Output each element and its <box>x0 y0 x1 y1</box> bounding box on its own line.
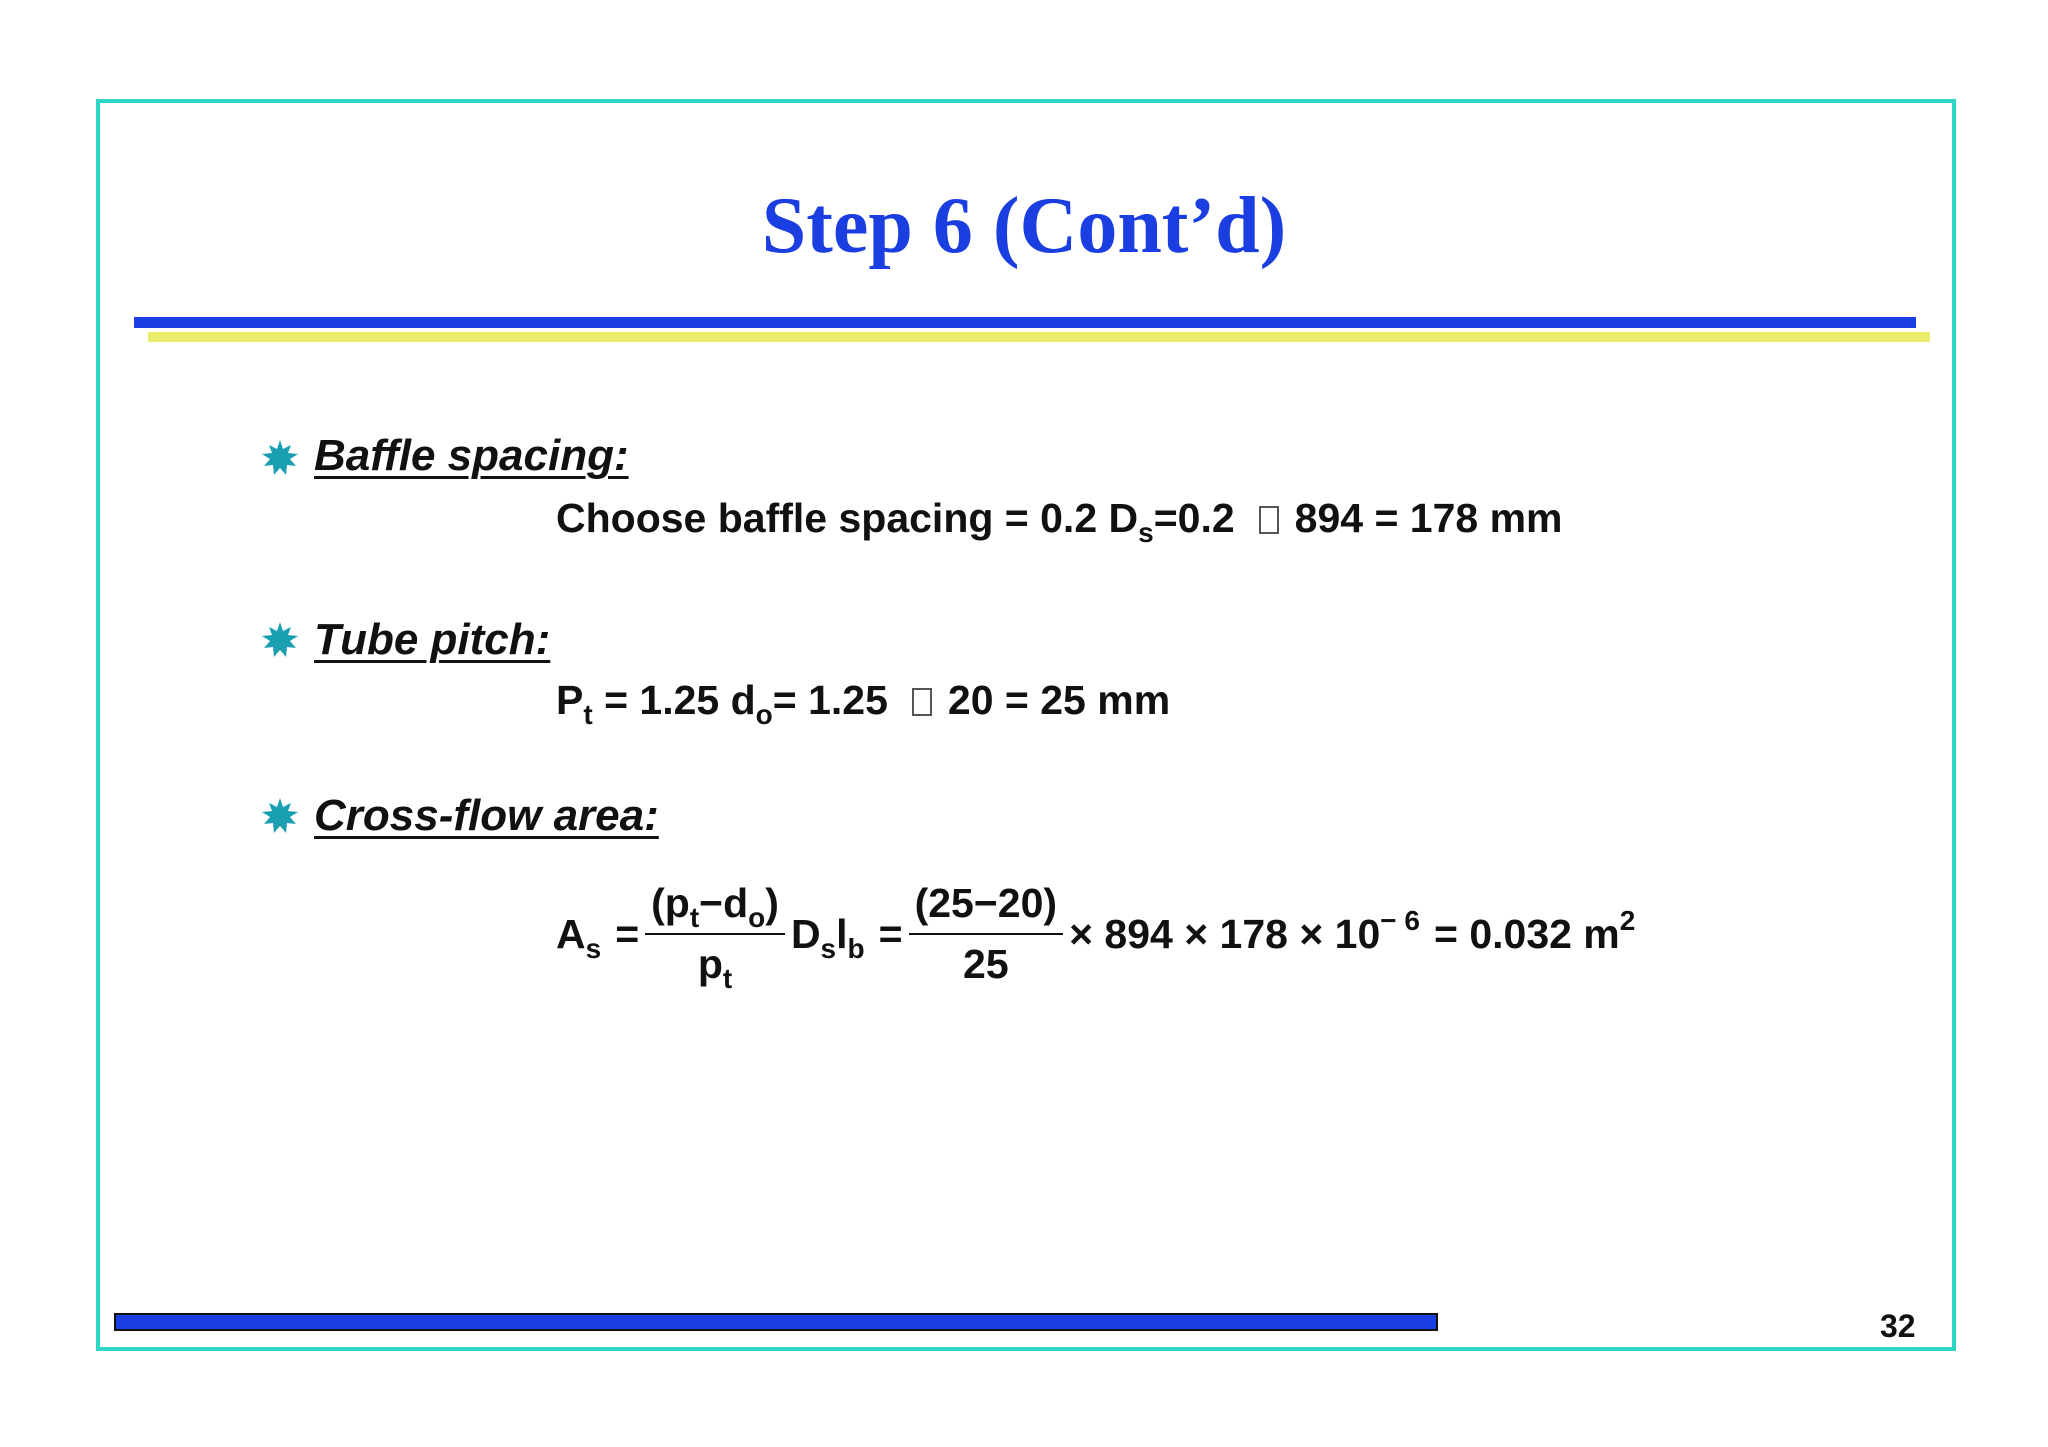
missing-glyph-icon <box>1259 506 1279 534</box>
formula-product: × $894 \times 178 \times 10^{- 6}$ <box>1069 904 1420 957</box>
baffle-text-3: 894 = 178 mm <box>1294 495 1563 541</box>
bullet-star-icon <box>262 798 298 834</box>
fraction-numeric <box>909 880 1063 988</box>
slide-frame <box>96 99 1956 1351</box>
fraction-pitch-numerator: $(p_t-d_o)$ <box>645 880 785 935</box>
bullet-star-icon <box>262 622 298 658</box>
heading-baffle-spacing: Baffle spacing: <box>314 431 629 480</box>
tube-pitch-equation <box>556 677 1171 730</box>
formula-result: = 0.032 $m^2$ <box>1433 904 1636 957</box>
pitch-text-2: = 1.25 <box>772 677 888 723</box>
formula-equals: = <box>615 910 640 957</box>
baffle-text-1: Choose baffle spacing = 0.2 D <box>556 495 1139 541</box>
title-rule-blue <box>134 317 1916 328</box>
footer-bar <box>114 1313 1438 1331</box>
pitch-text-3: 20 = 25 mm <box>947 677 1171 723</box>
formula-lhs: $A_s$ <box>556 910 602 964</box>
pitch-symbol: P <box>556 677 584 723</box>
pitch-text-1: = 1.25 d <box>592 677 756 723</box>
diameter-sub: o <box>755 699 773 730</box>
baffle-spacing-equation <box>556 495 1563 548</box>
baffle-sub: s <box>1138 517 1154 548</box>
formula-factor: $D_sl_b$ <box>790 910 865 964</box>
formula-equals-2: = <box>878 910 903 957</box>
title-rule-yellow <box>148 332 1930 342</box>
pitch-sub: t <box>583 699 593 730</box>
heading-tube-pitch: Tube pitch: <box>314 615 551 664</box>
page-number: 32 <box>1880 1308 1916 1344</box>
fraction-pitch <box>645 880 785 994</box>
slide-title: Step 6 (Cont’d) <box>761 182 1287 270</box>
fraction-pitch-denominator: $p_t$ <box>697 941 733 994</box>
bullet-star-icon <box>262 440 298 476</box>
baffle-text-2: =0.2 <box>1153 495 1235 541</box>
heading-cross-flow-area: Cross-flow area: <box>314 791 659 840</box>
missing-glyph-icon <box>912 688 932 716</box>
fraction-numeric-numerator: (25−20) <box>909 880 1063 935</box>
cross-flow-area-formula <box>556 880 1636 994</box>
fraction-numeric-denominator: 25 <box>963 941 1009 987</box>
